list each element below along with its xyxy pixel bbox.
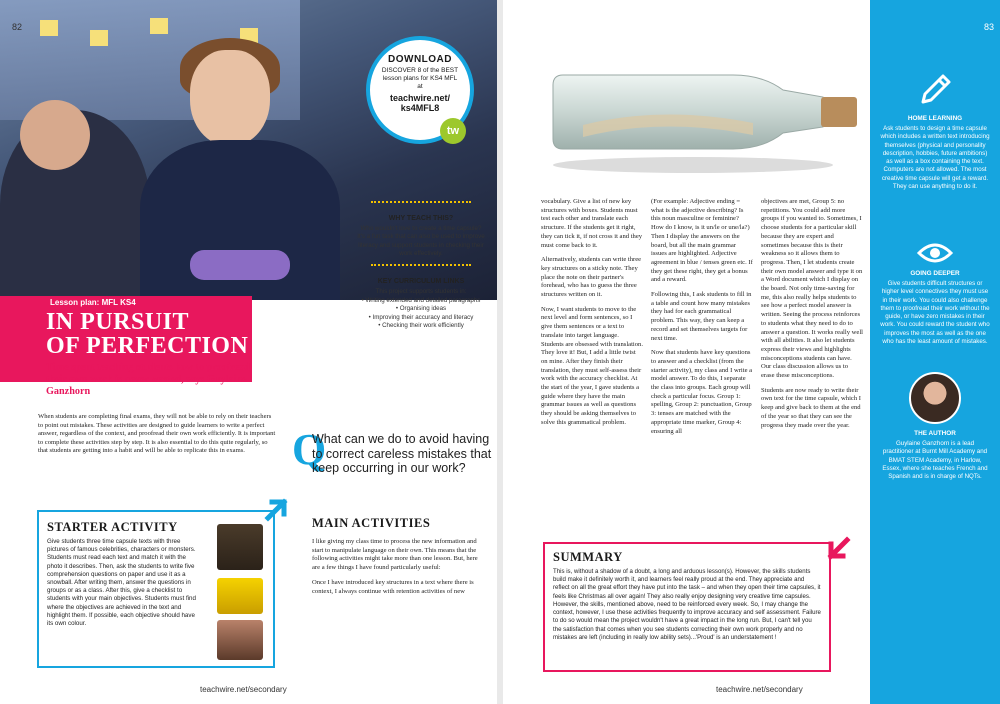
home-learning-title: HOME LEARNING <box>907 115 963 122</box>
sidebar-why-teach <box>356 195 486 330</box>
summary-box <box>543 542 831 672</box>
body-paragraph: Alternatively, students can write three key structures on a sticky note. They place the note on their partner's forehead, who has to guess the three structures written on it. <box>541 256 642 299</box>
summary-title: SUMMARY <box>553 550 623 564</box>
sidebar-blue <box>870 0 1000 704</box>
arrow-up-right-icon <box>262 494 292 524</box>
starter-activity-box <box>37 510 275 668</box>
lesson-plan-label: Lesson plan: MFL KS4 <box>50 298 136 307</box>
headline-band-left <box>0 296 40 382</box>
headline-line-2: OF PERFECTION <box>46 333 249 359</box>
body-paragraph: objectives are met, Group 5: no repetitions. You could add more groups if you wanted to. Sometimes, I choose students for a particular skill because they are expert and sometimes because this is their weakness so it allows them to progress. Then, I let students create their own model answer and type it on a Word document which I display on the board. Not only time-saving for me, this also really helps students to see how a perfect model answer is written. Seeing the process reinforces to students what they need to do to answer a question. It works really well with all abilities. It also let students express their views and highlights misconceptions students can have. Our class discussion allows us to erase these misconceptions. <box>761 198 863 380</box>
starter-text: Give students three time capsule texts with three pictures of famous celebrities, characters or monsters. Students must read each text and match it with the photo it describes. Then, ask the students to write five comprehension questions on paper and use it as a snowball. After writing them, answer the questions in groups or as a class. After this, give a checklist to students with your main objectives. Students must find where the objectives are achieved in the text and highlight them. If possible, each objective should have its own colour. <box>47 538 196 627</box>
curriculum-item: • Organising ideas <box>395 305 447 313</box>
author-bio: Guylaine Ganzhorn is a lead practitioner at Burnt Mill Academy and BMAT STEM Academy, in Harlow, Essex, where she teaches French and Spanish and is in charge of NQTs. <box>882 440 988 480</box>
dotted-divider <box>371 264 471 272</box>
download-text: DISCOVER 8 of the BEST lesson plans for KS4 MFL at <box>381 67 459 90</box>
minion-image <box>217 578 263 614</box>
right-page <box>503 0 1000 704</box>
left-page <box>0 0 497 704</box>
message-bottle-image <box>543 45 873 175</box>
teachwire-logo: tw <box>440 118 466 144</box>
main-activities-text <box>312 538 486 596</box>
body-paragraph: Following this, I ask students to fill in a table and count how many mistakes they had for each grammatical problem. This way, they can keep a record and set themselves targets for next time. <box>651 291 752 342</box>
curriculum-item: • Checking their work efficiently <box>378 321 464 329</box>
celebrity-image <box>217 620 263 660</box>
pencil-icon <box>915 70 955 110</box>
lego-figure-image <box>217 524 263 570</box>
body-paragraph: Now that students have key questions to answer and a checklist (from the starter activity), my class and I write a model answer. To do this, I separate the class into groups. Each group will check a particular focus. Group 1: spelling, Group 2: punctuation, Group 3: tenses are matched with the appropriate time marker, Group 4: ensuring all <box>651 349 753 435</box>
curriculum-item: • Writing extended and detailed paragraphs <box>361 296 481 304</box>
footer-url[interactable]: teachwire.net/secondary <box>200 685 287 694</box>
dotted-divider <box>371 201 471 209</box>
home-learning-text: Ask students to design a time capsule which includes a written text introducing themselves (physical and personality description, hobbies, future ambitions) as well as a box containing the text. Computers are not allowed. The most creative time capsule will get a reward. They can use anything to do it. <box>880 125 990 190</box>
body-column-2 <box>651 198 753 442</box>
why-teach-title: WHY TEACH THIS? <box>388 215 454 222</box>
body-paragraph: (For example: Adjective ending = what is the adjective describing? Is this noun masculine or feminine? How do I know, is it un/le or une/la?) Then I display the answers on the board, but all the main grammar issues are highlighted. Adjective agreement in blue / tenses green etc. If they get these right, they get a bonus and a reward. <box>651 198 753 284</box>
page-title <box>46 310 248 358</box>
main-paragraph: Once I have introduced key structures in a text where there is context, I always continue with retention activities of new <box>312 578 474 595</box>
curriculum-title: KEY CURRICULUM LINKS <box>377 278 465 286</box>
q-letter: Q <box>292 425 327 474</box>
author-avatar <box>909 372 961 424</box>
arrow-down-left-icon <box>823 534 853 564</box>
eye-icon <box>917 241 953 265</box>
body-paragraph: vocabulary. Give a list of new key structures with boxes. Students must test each other and translate each structure. If the students get it right, they can tick it, if not cross it and they must come back to it. <box>541 198 643 249</box>
curriculum-item: • Improving their accuracy and literacy <box>368 313 474 321</box>
body-column-3 <box>761 198 863 436</box>
main-paragraph: I like giving my class time to process the new information and start to manipulate language on their own. This means that the following activities might take more than one lesson. But, here are a few things I have found particularly useful: <box>312 538 478 572</box>
question-text: What can we do to avoid having to correct careless mistakes that keep occurring in our work? <box>312 432 492 476</box>
why-teach-text: Who wouldn't love to create a time capsule? It's a fun task that can also be used to improve literacy and support students in checking their work effectively. <box>357 225 485 258</box>
starter-title: STARTER ACTIVITY <box>47 520 178 534</box>
intro-paragraph: When students are completing final exams, they will not be able to rely on their teachers to point out mistakes. These activities are designed to guide learners to write a perfect answer, regardless of the context, and proofread their own work efficiently. It is important to complete these activities step by step. It is also essential to do this quite regularly, so that students are getting into a habit and will be able to replicate this in exams. <box>38 413 276 455</box>
summary-text: This is, without a shadow of a doubt, a long and arduous lesson(s). However, the skills students build make it definitely worth it, and learners feel really proud at the end. They appreciate and reflect on all the great effort they have put into the task – and when they open their time capsules, it feels like Christmas all over again! They also really enjoy designing very creative time capsules. However, the skills, mentioned above, need to be reinforced every week. So, I may change the context, however, I use these activities frequently to improve accuracy and self assessment. Failure to do so would mean the project wouldn't have a great impact in the long run. But, I can't tell you the satisfaction that comes when you see students correcting their own work properly and no mistakes are left (including in really low ability sets)...'Proud' is an understatement ! <box>553 568 821 641</box>
going-deeper-title: GOING DEEPER <box>910 270 960 277</box>
headline-line-1: IN PURSUIT <box>46 309 190 335</box>
standfirst: Time spent teaching students how to proofread their own work is never wasted, says Guylaine Ganzhorn <box>46 362 250 398</box>
going-deeper-text: Give students difficult structures or higher level connectives they must use in their work. You could also challenge them to proofread their work without the guide, or have zero mistakes in their work. You could reward the student who improves the most as well as the one who has the least amount of mistakes. <box>880 280 990 345</box>
body-paragraph: Now, I want students to move to the next level and form sentences, so I give them sentences or a text to translate into target language. Students are obsessed with translation. They love it! But, I add a little twist on mine. After they finish their translation, they must self-assess their work with the accuracy checklist. At the start of the year, I gave students a guide where they have the main grammar issues as well as questions they should be asking themselves to solve this grammatical problem. <box>541 305 644 426</box>
curriculum-intro: This project supports students in: <box>375 288 467 296</box>
footer-url[interactable]: teachwire.net/secondary <box>716 685 803 694</box>
page-number: 83 <box>983 22 994 32</box>
body-paragraph: Students are now ready to write their own text for the time capsule, which I keep and give back to them at the end of the year so that they can see the progress they made over the year. <box>761 386 861 429</box>
main-activities-title: MAIN ACTIVITIES <box>312 516 431 530</box>
author-title: THE AUTHOR <box>914 430 956 437</box>
download-title: DOWNLOAD <box>388 54 452 65</box>
download-url[interactable]: teachwire.net/ ks4MFL8 <box>389 93 451 114</box>
body-column-1 <box>541 198 643 434</box>
page-number: 82 <box>12 22 23 32</box>
